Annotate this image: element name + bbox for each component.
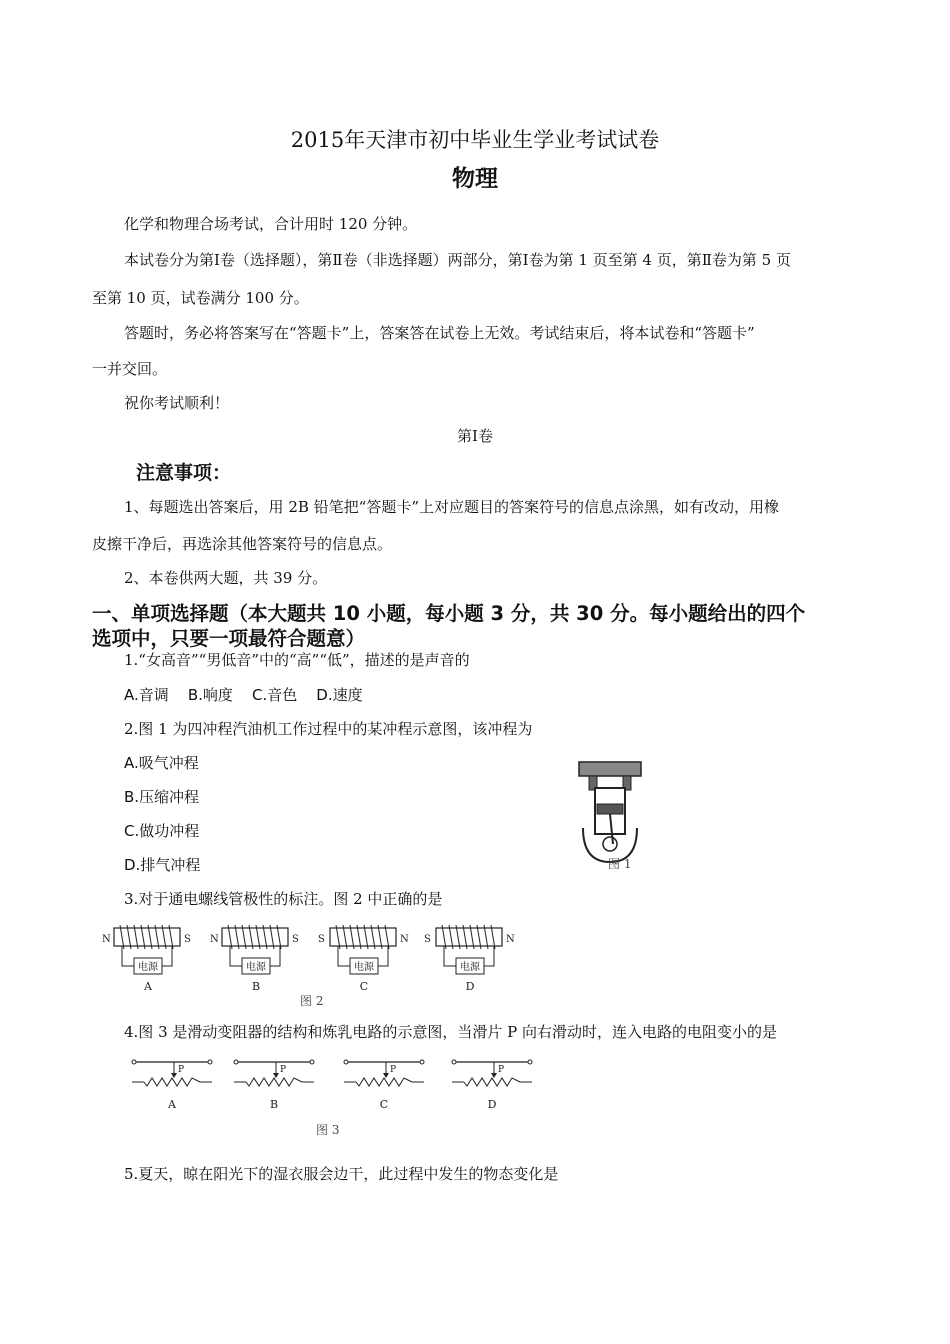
pole-right: N bbox=[506, 934, 515, 945]
option-label: A bbox=[168, 1098, 176, 1111]
pole-right: S bbox=[184, 934, 191, 945]
option-label: B bbox=[269, 1098, 279, 1111]
rheostat-option-d bbox=[452, 1060, 532, 1111]
pole-left: N bbox=[210, 934, 219, 945]
subject-title: 物理 bbox=[452, 166, 498, 192]
terminal bbox=[208, 1060, 212, 1064]
power-supply-label: 电源 bbox=[246, 962, 266, 973]
section-heading-line-1: 一、单项选择题（本大题共 10 小题，每小题 3 分，共 30 分。每小题给出的四个 bbox=[92, 602, 806, 625]
solenoid-option-b bbox=[210, 925, 299, 993]
pole-right: S bbox=[292, 934, 299, 945]
option-label: C bbox=[379, 1098, 389, 1111]
option-label: D bbox=[487, 1098, 497, 1111]
question-2-stem: 2.图 1 为四冲程汽油机工作过程中的某冲程示意图，该冲程为 bbox=[124, 720, 533, 738]
part-heading: 第Ⅰ卷 bbox=[457, 427, 493, 445]
resistance-coil bbox=[356, 1078, 412, 1086]
terminal bbox=[344, 1060, 348, 1064]
question-2-option-b: B.压缩冲程 bbox=[124, 788, 200, 806]
figure-2-label: 图 2 bbox=[300, 994, 324, 1008]
pole-left: N bbox=[102, 934, 111, 945]
intro-paragraph-3-line-2: 一并交回。 bbox=[92, 360, 168, 378]
solenoid-option-a bbox=[102, 925, 191, 993]
intro-paragraph-3-line-1: 答题时，务必将答案写在“答题卡”上，答案答在试卷上无效。考试结束后，将本试卷和“答题卡” bbox=[124, 324, 755, 342]
question-4-stem: 4.图 3 是滑动变阻器的结构和炼乳电路的示意图，当滑片 P 向右滑动时，连入电路的电阻变小的是 bbox=[124, 1023, 778, 1041]
notice-title: 注意事项： bbox=[136, 462, 232, 484]
solenoid-option-c bbox=[318, 925, 409, 993]
notice-1-line-1: 1、每题选出答案后，用 2B 铅笔把“答题卡”上对应题目的答案符号的信息点涂黑，如有改动，用橡 bbox=[124, 498, 779, 516]
terminal bbox=[420, 1060, 424, 1064]
rheostat-option-a bbox=[132, 1060, 212, 1111]
terminal bbox=[132, 1060, 136, 1064]
option-label: D bbox=[465, 980, 475, 993]
document-title: 2015年天津市初中毕业生学业考试试卷 bbox=[290, 128, 660, 152]
figure-3-label: 图 3 bbox=[316, 1123, 340, 1137]
pole-right: N bbox=[400, 934, 409, 945]
figure-1-label: 图 1 bbox=[608, 857, 632, 871]
lead-right bbox=[484, 946, 494, 966]
resistance-coil bbox=[464, 1078, 520, 1086]
lead-right bbox=[270, 946, 280, 966]
resistance-coil bbox=[144, 1078, 200, 1086]
solenoid-option-d bbox=[424, 925, 515, 993]
pole-left: S bbox=[318, 934, 325, 945]
power-supply-label: 电源 bbox=[460, 962, 480, 973]
piston bbox=[597, 804, 623, 814]
intro-paragraph-4: 祝你考试顺利！ bbox=[124, 394, 230, 412]
slider-label: P bbox=[178, 1065, 185, 1075]
slider-label: P bbox=[498, 1065, 505, 1075]
crankshaft bbox=[603, 837, 617, 851]
option-label: A bbox=[144, 980, 152, 993]
question-2-option-d: D.排气冲程 bbox=[124, 856, 201, 874]
figure-1-engine-diagram bbox=[575, 758, 645, 870]
rheostat-option-c bbox=[344, 1060, 424, 1111]
pole-left: S bbox=[424, 934, 431, 945]
rheostat-option-b bbox=[234, 1060, 314, 1111]
question-2-option-c: C.做功冲程 bbox=[124, 822, 200, 840]
figure-3-rheostats bbox=[128, 1052, 548, 1116]
intro-paragraph-1: 化学和物理合场考试，合计用时 120 分钟。 bbox=[124, 215, 418, 233]
notice-1-line-2: 皮擦干净后，再选涂其他答案符号的信息点。 bbox=[92, 535, 393, 553]
option-label: C bbox=[359, 980, 369, 993]
terminal bbox=[234, 1060, 238, 1064]
cylinder-head bbox=[579, 762, 641, 776]
option-label: B bbox=[251, 980, 261, 993]
question-1-stem: 1.“女高音”“男低音”中的“高”“低”，描述的是声音的 bbox=[124, 651, 470, 669]
terminal bbox=[310, 1060, 314, 1064]
terminal bbox=[528, 1060, 532, 1064]
intro-paragraph-2-line-1: 本试卷分为第Ⅰ卷（选择题），第Ⅱ卷（非选择题）两部分，第Ⅰ卷为第 1 页至第 4 页，第Ⅱ卷为第 5 页 bbox=[124, 251, 791, 269]
power-supply-label: 电源 bbox=[138, 962, 158, 973]
question-5-stem: 5.夏天，晾在阳光下的湿衣服会边干，此过程中发生的物态变化是 bbox=[124, 1165, 559, 1183]
slider-label: P bbox=[390, 1065, 397, 1075]
power-supply-label: 电源 bbox=[354, 962, 374, 973]
lead-right bbox=[162, 946, 172, 966]
notice-2: 2、本卷供两大题，共 39 分。 bbox=[124, 569, 328, 587]
question-1-options: A.音调 B.响度 C.音色 D.速度 bbox=[124, 686, 363, 704]
question-2-option-a: A.吸气冲程 bbox=[124, 754, 199, 772]
question-3-stem: 3.对于通电螺线管极性的标注。图 2 中正确的是 bbox=[124, 890, 443, 908]
resistance-coil bbox=[246, 1078, 302, 1086]
terminal bbox=[452, 1060, 456, 1064]
section-heading-line-2: 选项中，只要一项最符合题意） bbox=[92, 627, 366, 650]
intro-paragraph-2-line-2: 至第 10 页，试卷满分 100 分。 bbox=[92, 289, 309, 307]
lead-right bbox=[378, 946, 388, 966]
slider-label: P bbox=[280, 1065, 287, 1075]
